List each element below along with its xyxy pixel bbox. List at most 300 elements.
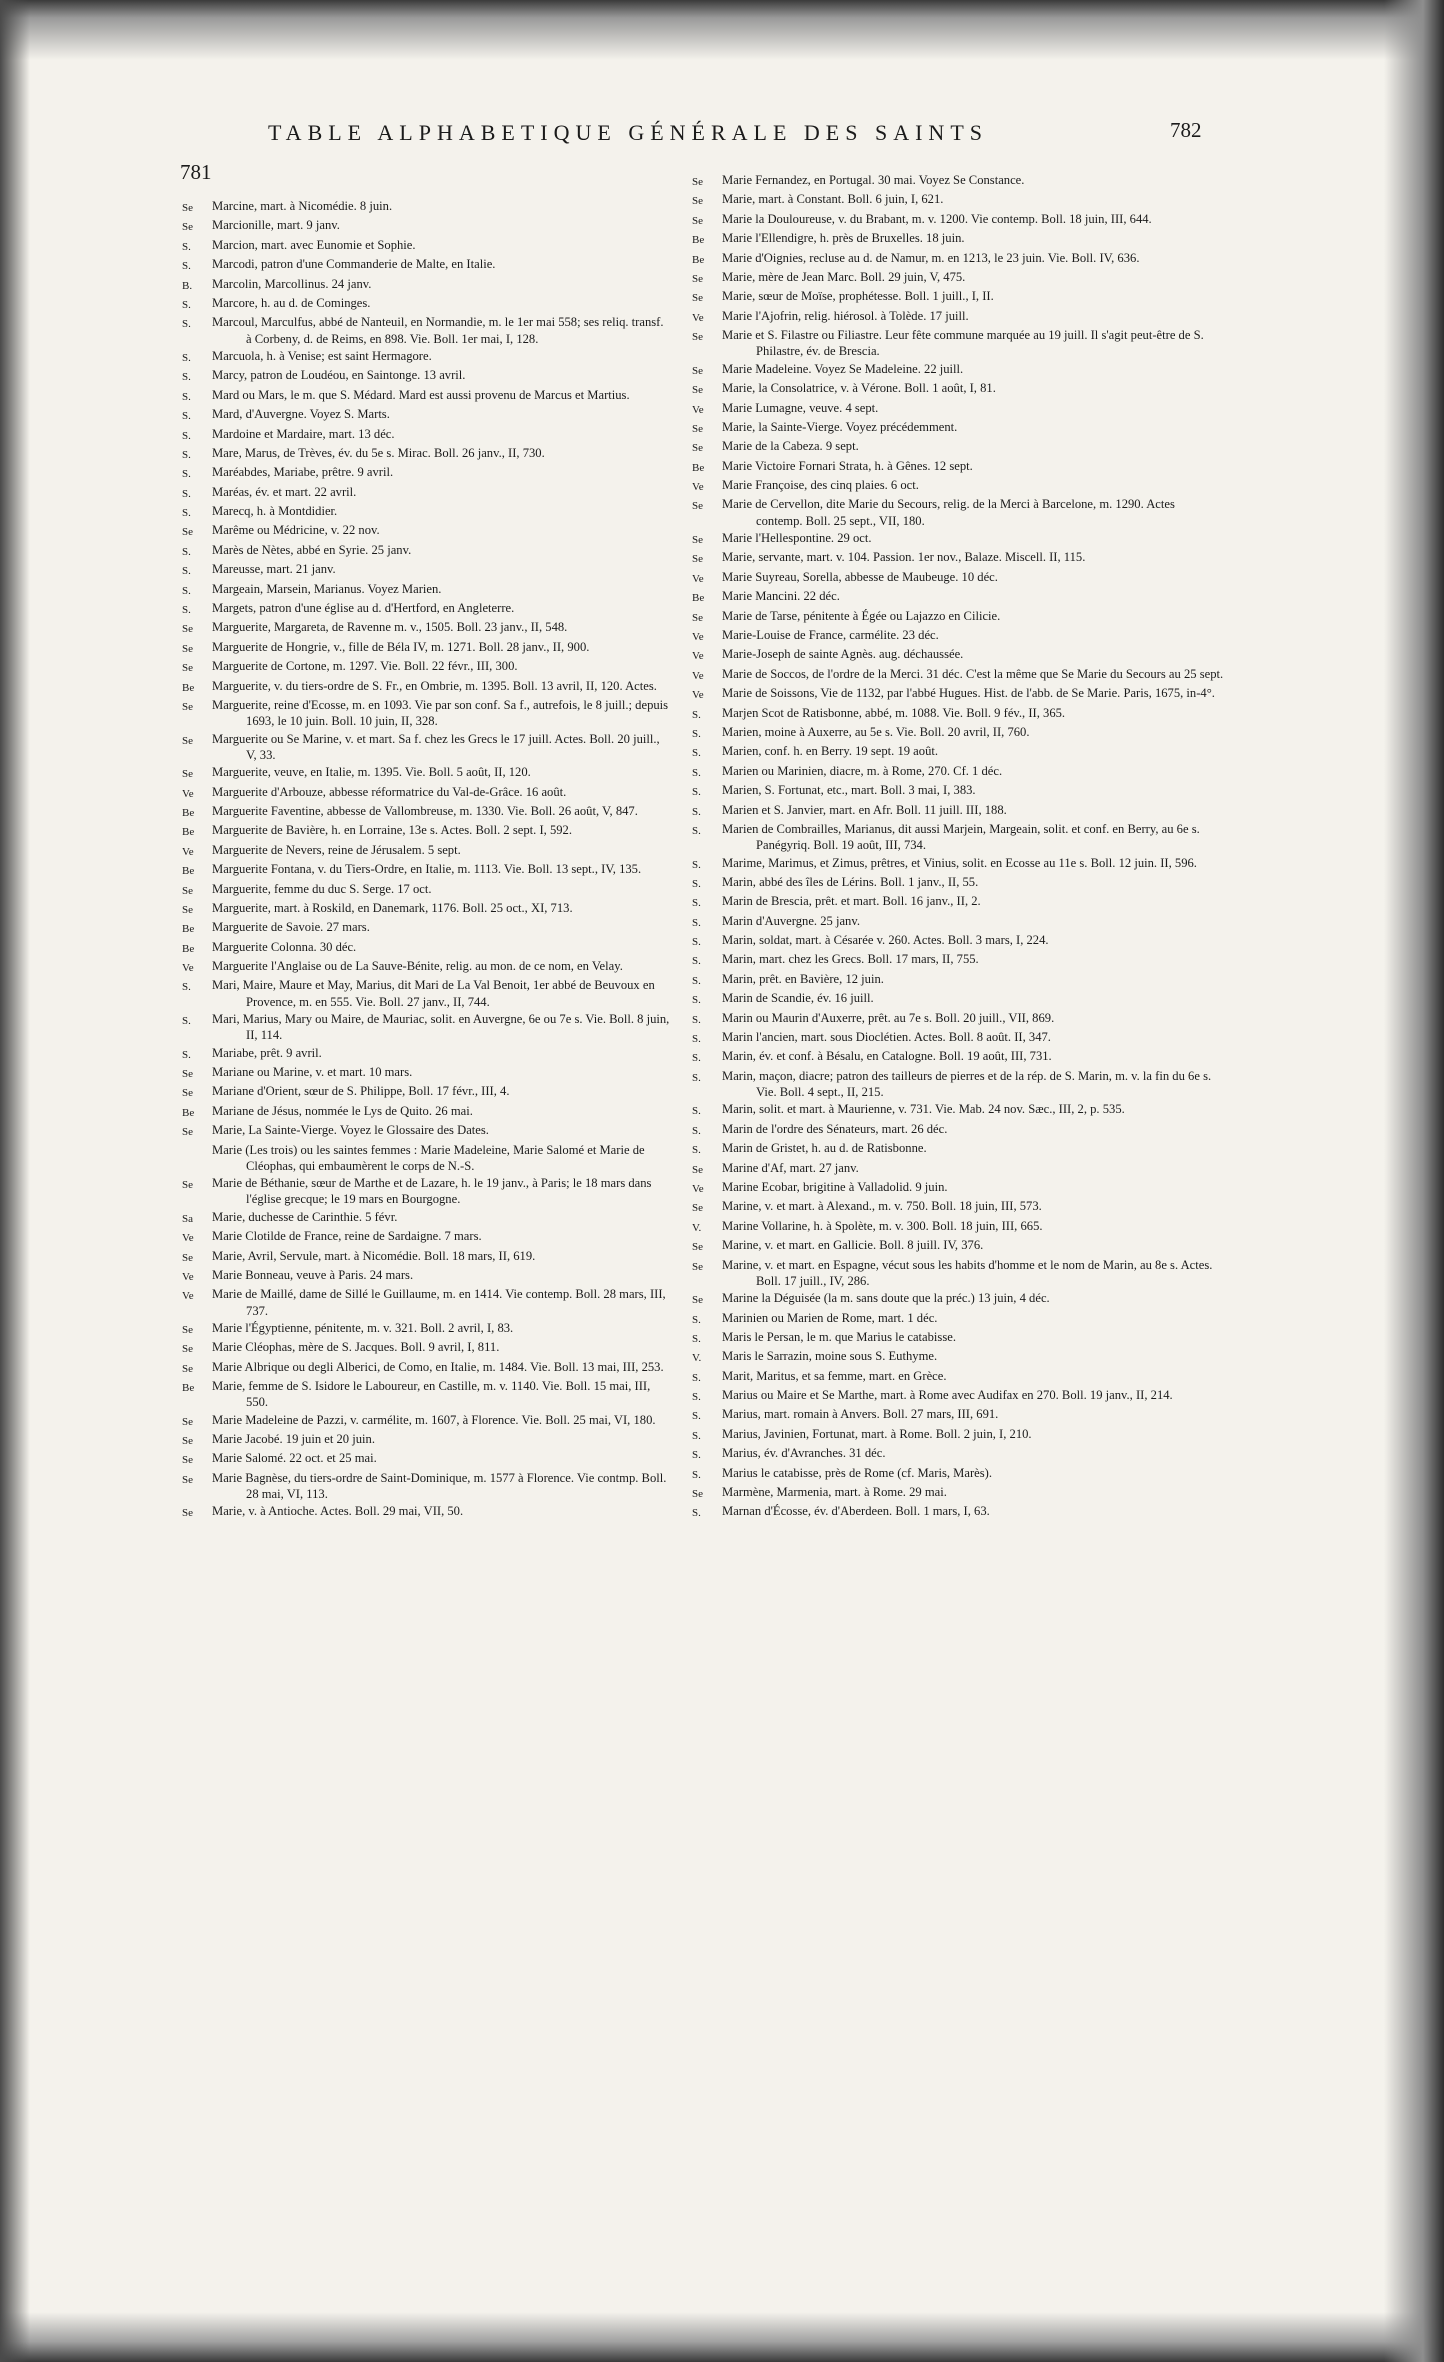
entry-text: Marie d'Oignies, recluse au d. de Namur, m. en 1213, le 23 juin. Vie. Boll. IV, 636. <box>722 250 1140 265</box>
index-entry <box>182 1248 670 1266</box>
entry-text: Marguerite, femme du duc S. Serge. 17 oct. <box>212 881 432 896</box>
entry-title-abbrev: Be <box>182 806 195 819</box>
index-entry <box>182 1175 670 1207</box>
entry-title-abbrev: Se <box>692 331 703 344</box>
entry-title-abbrev: S. <box>182 981 191 994</box>
entry-text: Maréas, év. et mart. 22 avril. <box>212 484 357 499</box>
entry-text: Marie Fernandez, en Portugal. 30 mai. Voyez Se Constance. <box>722 173 1025 187</box>
entry-title-abbrev: Sa <box>182 1212 193 1225</box>
entry-title-abbrev: S. <box>692 955 701 968</box>
entry-title-abbrev: Se <box>182 642 193 655</box>
entry-text: Marie-Louise de France, carmélite. 23 déc. <box>722 628 939 642</box>
index-entry <box>692 191 1224 209</box>
entry-title-abbrev: Se <box>182 734 193 747</box>
entry-title-abbrev: S. <box>182 565 191 578</box>
entry-text: Marie, la Sainte-Vierge. Voyez précédemment. <box>722 419 958 434</box>
entry-text: Marie Madeleine. Voyez Se Madeleine. 22 juill. <box>722 361 964 376</box>
page-number-right: 782 <box>1170 118 1202 142</box>
entry-title-abbrev: S. <box>182 545 191 558</box>
entry-text: Marcy, patron de Loudéou, en Saintonge. 13 avril. <box>212 368 466 383</box>
index-entry <box>692 1179 1224 1197</box>
index-entry <box>692 1348 1224 1366</box>
entry-text: Mard, d'Auvergne. Voyez S. Marts. <box>212 407 390 422</box>
entry-title-abbrev: S. <box>692 766 701 779</box>
index-entry <box>692 971 1224 989</box>
entry-text: Marie, La Sainte-Vierge. Voyez le Glossaire des Dates. <box>212 1123 489 1138</box>
scan-edge-left <box>0 0 30 2362</box>
index-entry <box>182 237 670 255</box>
index-entry <box>182 406 670 424</box>
index-entry <box>692 172 1224 190</box>
entry-text: Marès de Nètes, abbé en Syrie. 25 janv. <box>212 542 412 557</box>
index-entry <box>692 288 1224 306</box>
entry-text: Marie l'Égyptienne, pénitente, m. v. 321. Boll. 2 avril, I, 83. <box>212 1320 514 1335</box>
entry-title-abbrev: S. <box>692 708 701 721</box>
index-entry <box>692 1445 1224 1463</box>
index-entry <box>692 477 1224 495</box>
entry-title-abbrev: Ve <box>692 631 704 643</box>
index-entry <box>692 932 1224 950</box>
entry-title-abbrev: S. <box>692 1332 701 1345</box>
index-entry <box>182 1209 670 1227</box>
entry-title-abbrev: S. <box>182 487 191 500</box>
entry-title-abbrev: Be <box>182 1106 195 1119</box>
scan-edge-top <box>0 0 1444 60</box>
entry-text: Marin, év. et conf. à Bésalu, en Catalogne. Boll. 19 août, III, 731. <box>722 1049 1052 1064</box>
index-entry <box>182 1320 670 1338</box>
index-entry <box>182 464 670 482</box>
entry-text: Mariane ou Marine, v. et mart. 10 mars. <box>212 1065 413 1080</box>
index-entry <box>182 822 670 840</box>
entry-title-abbrev: S. <box>692 1313 701 1326</box>
index-entry <box>182 1286 670 1318</box>
entry-text: Marguerite, veuve, en Italie, m. 1395. Vie. Boll. 5 août, II, 120. <box>212 765 531 780</box>
entry-text: Marguerite, reine d'Ecosse, m. en 1093. Vie par son conf. Sa f., autrefois, le 8 juill.; depuis 1693, le 10 juin. Boll. 10 juin, II, 328. <box>212 697 669 729</box>
index-entry <box>182 445 670 463</box>
index-entry <box>692 685 1224 703</box>
index-entry <box>182 1103 670 1121</box>
entry-title-abbrev: S. <box>182 429 191 442</box>
entry-text: Marius, mart. romain à Anvers. Boll. 27 mars, III, 691. <box>722 1407 999 1422</box>
index-entry <box>182 1045 670 1063</box>
index-entry <box>182 348 670 366</box>
index-entry <box>692 496 1224 528</box>
index-entry <box>692 1121 1224 1139</box>
entry-text: Marine, v. et mart. en Gallicie. Boll. 8 juill. IV, 376. <box>722 1238 984 1253</box>
index-entry <box>182 1267 670 1285</box>
entry-title-abbrev: S. <box>182 468 191 481</box>
entry-title-abbrev: Se <box>182 1126 193 1139</box>
entry-text: Marien, moine à Auxerre, au 5e s. Vie. Boll. 20 avril, II, 760. <box>722 724 1030 739</box>
entry-title-abbrev: S. <box>692 916 701 929</box>
index-entry <box>692 893 1224 911</box>
page-number-left: 781 <box>180 160 212 184</box>
index-entry <box>182 1450 670 1468</box>
entry-text: Mard ou Mars, le m. que S. Médard. Mard est aussi provenu de Marcus et Martius. <box>212 387 630 402</box>
entry-text: Marie de Soccos, de l'ordre de la Merci. 31 déc. C'est la même que Se Marie du Secours au 25 sept. <box>722 666 1224 681</box>
entry-text: Marie Mancini. 22 déc. <box>722 589 840 604</box>
scan-edge-bottom <box>0 2312 1444 2362</box>
entry-title-abbrev: Ve <box>692 572 704 585</box>
entry-title-abbrev: S. <box>692 1449 701 1462</box>
index-entry <box>692 1237 1224 1255</box>
entry-text: Marien de Combrailles, Marianus, dit aussi Marjein, Margeain, solit. et conf. en Berry, au 6e s. Panégyriq. Boll. 19 août, III, 734. <box>722 821 1200 853</box>
entry-title-abbrev: Se <box>182 884 193 897</box>
entry-text: Mardoine et Mardaire, mart. 13 déc. <box>212 426 395 441</box>
entry-text: Marie de Béthanie, sœur de Marthe et de Lazare, h. le 19 janv., à Paris; le 18 mars dans l'église grecque; le 19 mars en Bourgogne. <box>212 1176 652 1207</box>
entry-text: Marcoul, Marculfus, abbé de Nanteuil, en Normandie, m. le 1er mai 558; ses reliq. transf. à Corbeny, d. de Reims, en 898. Vie. Boll. 1er mai, I, 128. <box>212 315 664 346</box>
entry-text: Marie la Douloureuse, v. du Brabant, m. v. 1200. Vie contemp. Boll. 18 juin, III, 644. <box>722 211 1152 226</box>
entry-title-abbrev: Se <box>692 1241 703 1254</box>
entry-title-abbrev: S. <box>692 936 701 949</box>
entry-title-abbrev: S. <box>692 1144 701 1157</box>
entry-text: Marine Vollarine, h. à Spolète, m. v. 300. Boll. 18 juin, III, 665. <box>722 1218 1043 1233</box>
entry-text: Marien, S. Fortunat, etc., mart. Boll. 3 mai, I, 383. <box>722 783 976 798</box>
index-entry <box>692 874 1224 892</box>
entry-text: Marie, mart. à Constant. Boll. 6 juin, I, 621. <box>722 192 944 207</box>
entry-text: Marême ou Médricine, v. 22 nov. <box>212 523 380 538</box>
entry-text: Marie l'Ellendigre, h. près de Bruxelles. 18 juin. <box>722 231 965 246</box>
index-entry <box>692 438 1224 456</box>
entry-text: Marius le catabisse, près de Rome (cf. Maris, Marès). <box>722 1465 992 1480</box>
entry-title-abbrev: Se <box>182 1179 193 1192</box>
entry-title-abbrev: Se <box>692 214 703 227</box>
index-entry <box>182 919 670 937</box>
entry-text: Marmène, Marmenia, mart. à Rome. 29 mai. <box>722 1485 947 1500</box>
index-entry <box>182 1083 670 1101</box>
index-entry <box>182 678 670 696</box>
index-entry <box>692 588 1224 606</box>
index-entry <box>692 1290 1224 1308</box>
index-entry <box>182 1359 670 1377</box>
entry-text: Marie Clotilde de France, reine de Sardaigne. 7 mars. <box>212 1229 482 1244</box>
entry-title-abbrev: S. <box>692 805 701 818</box>
index-entry <box>692 1329 1224 1347</box>
entry-text: Marie Françoise, des cinq plaies. 6 oct. <box>722 478 919 493</box>
entry-title-abbrev: Be <box>182 681 195 694</box>
index-entry <box>182 276 670 294</box>
index-entry <box>182 803 670 821</box>
entry-text: Marin, prêt. en Bavière, 12 juin. <box>722 971 884 986</box>
index-entry <box>692 549 1224 567</box>
index-entry <box>692 380 1224 398</box>
index-entry <box>182 1142 670 1174</box>
index-entry <box>182 314 670 346</box>
entry-text: Marie de Cervellon, dite Marie du Secours, relig. de la Merci à Barcelone, m. 1290. Actes contemp. Boll. 25 sept., VII, 180. <box>722 497 1175 528</box>
entry-title-abbrev: Se <box>182 1323 193 1336</box>
entry-text: Marie de la Cabeza. 9 sept. <box>722 439 859 454</box>
entry-title-abbrev: Ve <box>692 650 704 663</box>
entry-title-abbrev: S. <box>692 1507 701 1520</box>
index-entry <box>692 705 1224 723</box>
index-entry <box>182 639 670 657</box>
index-entry <box>692 821 1224 853</box>
entry-title-abbrev: Se <box>182 1068 193 1081</box>
index-entry <box>692 211 1224 229</box>
entry-text: Marcion, mart. avec Eunomie et Sophie. <box>212 237 416 252</box>
index-entry <box>692 1406 1224 1424</box>
entry-title-abbrev: Ve <box>692 1182 704 1195</box>
entry-text: Marcuola, h. à Venise; est saint Hermagore. <box>212 348 432 363</box>
index-entry <box>692 1257 1224 1289</box>
entry-title-abbrev: S. <box>692 858 701 871</box>
index-entry <box>692 327 1224 359</box>
entry-text: Marie, femme de S. Isidore le Laboureur, en Castille, m. v. 1140. Vie. Boll. 15 mai, III, 550. <box>212 1379 651 1410</box>
entry-text: Marine la Déguisée (la m. sans doute que la préc.) 13 juin, 4 déc. <box>722 1291 1050 1306</box>
entry-title-abbrev: Se <box>182 700 193 713</box>
entry-title-abbrev: Se <box>692 272 703 285</box>
entry-title-abbrev: S. <box>692 747 701 760</box>
entry-text: Marie l'Hellespontine. 29 oct. <box>722 531 872 546</box>
entry-text: Marguerite de Nevers, reine de Jérusalem. 5 sept. <box>212 842 461 857</box>
entry-text: Marie Albrique ou degli Alberici, de Como, en Italie, m. 1484. Vie. Boll. 13 mai, III, 253. <box>212 1359 664 1374</box>
entry-text: Marit, Maritus, et sa femme, mart. en Grèce. <box>722 1368 947 1383</box>
index-entry <box>692 1140 1224 1158</box>
entry-text: Marcodi, patron d'une Commanderie de Malte, en Italie. <box>212 257 496 272</box>
entry-title-abbrev: Ve <box>182 962 194 975</box>
entry-text: Marin de Brescia, prêt. et mart. Boll. 16 janv., II, 2. <box>722 894 981 909</box>
entry-title-abbrev: S. <box>692 1033 701 1046</box>
entry-text: Marinien ou Marien de Rome, mart. 1 déc. <box>722 1310 938 1325</box>
entry-text: Marie Lumagne, veuve. 4 sept. <box>722 400 879 415</box>
index-entry <box>692 743 1224 761</box>
index-entry <box>692 1048 1224 1066</box>
entry-title-abbrev: Se <box>182 1362 193 1375</box>
index-entry <box>692 627 1224 645</box>
entry-text: Marguerite de Savoie. 27 mars. <box>212 920 370 935</box>
entry-title-abbrev: S. <box>182 1015 191 1028</box>
entry-title-abbrev: S. <box>182 371 191 384</box>
index-entry <box>692 400 1224 418</box>
entry-title-abbrev: S. <box>182 318 191 331</box>
index-entry <box>692 782 1224 800</box>
entry-text: Marecq, h. à Montdidier. <box>212 504 338 519</box>
entry-title-abbrev: S. <box>182 410 191 423</box>
entry-title-abbrev: Se <box>182 662 193 675</box>
entry-text: Marguerite Fontana, v. du Tiers-Ordre, en Italie, m. 1113. Vie. Boll. 13 sept., IV, 135. <box>212 862 642 877</box>
index-entry <box>692 1484 1224 1502</box>
entry-text: Marin de l'ordre des Sénateurs, mart. 26 déc. <box>722 1121 948 1136</box>
entry-text: Marie Salomé. 22 oct. et 25 mai. <box>212 1451 377 1466</box>
entry-text: Marine, v. et mart. à Alexand., m. v. 750. Boll. 18 juin, III, 573. <box>722 1199 1042 1214</box>
entry-title-abbrev: Se <box>692 1202 703 1215</box>
entry-text: Marie de Tarse, pénitente à Égée ou Lajazzo en Cilicie. <box>722 608 1001 623</box>
entry-title-abbrev: Ve <box>692 669 704 682</box>
index-entry <box>692 1068 1224 1100</box>
index-entry <box>692 419 1224 437</box>
entry-text: Marie, duchesse de Carinthie. 5 févr. <box>212 1209 398 1224</box>
index-entry <box>182 1228 670 1246</box>
index-entry <box>182 658 670 676</box>
right-column <box>692 172 1224 1523</box>
entry-title-abbrev: Se <box>182 623 193 636</box>
entry-text: Marie Victoire Fornari Strata, h. à Gênes. 12 sept. <box>722 458 973 473</box>
entry-title-abbrev: Ve <box>182 787 194 800</box>
index-entry <box>692 1160 1224 1178</box>
index-entry <box>692 724 1224 742</box>
entry-text: Marcore, h. au d. de Cominges. <box>212 295 371 310</box>
entry-title-abbrev: S. <box>692 1410 701 1423</box>
entry-title-abbrev: Se <box>182 1415 193 1428</box>
index-entry <box>182 198 670 216</box>
entry-text: Marie l'Ajofrin, relig. hiérosol. à Tolède. 17 juill. <box>722 308 969 323</box>
entry-title-abbrev: Se <box>182 1343 193 1356</box>
entry-title-abbrev: Se <box>692 611 703 624</box>
entry-title-abbrev: Se <box>182 221 193 234</box>
entry-text: Marie (Les trois) ou les saintes femmes : Marie Madeleine, Marie Salomé et Marie de Cléophas, qui embaumèrent le corps de N.-S. <box>212 1142 645 1173</box>
entry-title-abbrev: S. <box>182 507 191 520</box>
entry-title-abbrev: S. <box>692 1371 701 1384</box>
index-entry <box>692 230 1224 248</box>
entry-title-abbrev: Be <box>692 592 705 605</box>
index-entry <box>692 646 1224 664</box>
entry-title-abbrev: Se <box>692 534 703 547</box>
index-entry <box>182 861 670 879</box>
entry-text: Marguerite de Bavière, h. en Lorraine, 13e s. Actes. Boll. 2 sept. I, 592. <box>212 823 572 838</box>
index-entry <box>692 951 1224 969</box>
entry-title-abbrev: S. <box>692 1052 701 1065</box>
entry-text: Marcolin, Marcollinus. 24 janv. <box>212 276 372 291</box>
entry-title-abbrev: Be <box>692 253 705 266</box>
entry-text: Marin, abbé des îles de Lérins. Boll. 1 janv., II, 55. <box>722 874 979 889</box>
entry-text: Mari, Marius, Mary ou Maire, de Mauriac, solit. en Auvergne, 6e ou 7e s. Vie. Boll. 8 juin, II, 114. <box>212 1012 670 1043</box>
index-entry <box>692 250 1224 268</box>
entry-title-abbrev: Se <box>692 292 703 305</box>
entry-text: Marguerite Faventine, abbesse de Vallombreuse, m. 1330. Vie. Boll. 26 août, V, 847. <box>212 803 638 818</box>
entry-text: Maris le Persan, le m. que Marius le catabisse. <box>722 1329 956 1344</box>
entry-title-abbrev: S. <box>182 351 191 364</box>
entry-title-abbrev: Be <box>182 826 195 839</box>
index-entry <box>692 1465 1224 1483</box>
entry-title-abbrev: Se <box>692 442 703 455</box>
entry-title-abbrev: Ve <box>182 845 194 858</box>
index-entry <box>182 619 670 637</box>
index-entry <box>182 881 670 899</box>
entry-title-abbrev: Ve <box>182 1232 194 1245</box>
entry-text: Marjen Scot de Ratisbonne, abbé, m. 1088. Vie. Boll. 9 fév., II, 365. <box>722 705 1066 720</box>
entry-text: Marie Bagnèse, du tiers-ordre de Saint-Dominique, m. 1577 à Florence. Vie contmp. Boll. 28 mai, VI, 113. <box>212 1470 667 1502</box>
entry-title-abbrev <box>182 1142 212 1174</box>
entry-title-abbrev: S. <box>692 727 701 740</box>
entry-text: Marius, év. d'Avranches. 31 déc. <box>722 1446 886 1461</box>
entry-title-abbrev: S. <box>692 824 701 837</box>
entry-text: Marguerite l'Anglaise ou de La Sauve-Bénite, relig. au mon. de ce nom, en Velay. <box>212 959 623 974</box>
index-entry <box>182 842 670 860</box>
entry-title-abbrev: S. <box>182 260 191 273</box>
entry-title-abbrev: S. <box>692 1105 701 1118</box>
entry-text: Marie Suyreau, Sorella, abbesse de Maubeuge. 10 déc. <box>722 569 998 584</box>
entry-text: Marine d'Af, mart. 27 janv. <box>722 1160 859 1175</box>
index-entry <box>692 458 1224 476</box>
entry-text: Marie Cléophas, mère de S. Jacques. Boll. 9 avril, I, 811. <box>212 1340 500 1355</box>
entry-title-abbrev: S. <box>692 1391 701 1404</box>
entry-title-abbrev: Se <box>692 195 703 208</box>
index-entry <box>182 958 670 976</box>
entry-text: Mariabe, prêt. 9 avril. <box>212 1045 322 1060</box>
entry-title-abbrev: S. <box>182 584 191 597</box>
index-entry <box>692 308 1224 326</box>
entry-title-abbrev: Ve <box>182 1290 194 1303</box>
entry-title-abbrev: Se <box>692 553 703 566</box>
index-entry <box>692 666 1224 684</box>
entry-text: Marin de Gristet, h. au d. de Ratisbonne. <box>722 1141 927 1156</box>
entry-title-abbrev: S. <box>692 1429 701 1442</box>
index-entry <box>182 697 670 729</box>
entry-text: Marguerite de Hongrie, v., fille de Béla IV, m. 1271. Boll. 28 janv., II, 900. <box>212 639 590 654</box>
index-entry <box>182 484 670 502</box>
entry-title-abbrev: Se <box>182 768 193 781</box>
entry-text: Marie, servante, mart. v. 104. Passion. 1er nov., Balaze. Miscell. II, 115. <box>722 550 1086 565</box>
entry-text: Marguerite Colonna. 30 déc. <box>212 939 357 954</box>
entry-text: Marguerite, Margareta, de Ravenne m. v., 1505. Boll. 23 janv., II, 548. <box>212 620 568 635</box>
entry-title-abbrev: V. <box>692 1221 702 1234</box>
entry-title-abbrev: Be <box>182 923 195 936</box>
index-entry <box>692 569 1224 587</box>
index-entry <box>182 731 670 763</box>
entry-text: Marie, la Consolatrice, v. à Vérone. Boll. 1 août, I, 81. <box>722 381 996 396</box>
index-entry <box>692 913 1224 931</box>
entry-title-abbrev: Se <box>692 1294 703 1307</box>
entry-title-abbrev: Se <box>692 1260 703 1273</box>
entry-title-abbrev: S. <box>692 877 701 890</box>
entry-text: Marius ou Maire et Se Marthe, mart. à Rome avec Audifax en 270. Boll. 19 janv., II, 214. <box>722 1388 1173 1403</box>
index-entry <box>182 1503 670 1521</box>
entry-text: Mare, Marus, de Trèves, év. du 5e s. Mirac. Boll. 26 janv., II, 730. <box>212 445 545 460</box>
index-entry <box>182 426 670 444</box>
entry-text: Mareusse, mart. 21 janv. <box>212 562 336 577</box>
index-entry <box>182 561 670 579</box>
index-entry <box>692 1198 1224 1216</box>
entry-title-abbrev: Be <box>182 1382 195 1395</box>
index-entry <box>182 1378 670 1410</box>
index-entry <box>182 939 670 957</box>
entry-title-abbrev: Se <box>692 422 703 435</box>
entry-title-abbrev: Ve <box>692 689 704 702</box>
entry-title-abbrev: S. <box>182 1048 191 1061</box>
index-entry <box>182 1122 670 1140</box>
index-entry <box>182 367 670 385</box>
entry-text: Marin, solit. et mart. à Maurienne, v. 731. Vie. Mab. 24 nov. Sæc., III, 2, p. 535. <box>722 1102 1125 1117</box>
entry-text: Marie, Avril, Servule, mart. à Nicomédie. Boll. 18 mars, II, 619. <box>212 1248 536 1263</box>
entry-text: Marguerite de Cortone, m. 1297. Vie. Boll. 22 févr., III, 300. <box>212 659 518 674</box>
entry-text: Mari, Maire, Maure et May, Marius, dit Mari de La Val Benoit, 1er abbé de Beuvoux en Provence, m. en 555. Vie. Boll. 27 janv., II, 744. <box>212 978 655 1009</box>
entry-text: Margeain, Marsein, Marianus. Voyez Marien. <box>212 581 442 596</box>
entry-text: Marin, soldat, mart. à Césarée v. 260. Actes. Boll. 3 mars, I, 224. <box>722 933 1049 948</box>
index-entry <box>692 269 1224 287</box>
entry-text: Marguerite ou Se Marine, v. et mart. Sa f. chez les Grecs le 17 juill. Actes. Boll. 20 juill., V, 33. <box>212 731 660 762</box>
index-entry <box>692 530 1224 548</box>
index-entry <box>182 581 670 599</box>
page-title: TABLE ALPHABETIQUE GÉNÉRALE DES SAINTS <box>268 120 988 145</box>
entry-title-abbrev: S. <box>692 994 701 1007</box>
entry-text: Marien ou Marinien, diacre, m. à Rome, 270. Cf. 1 déc. <box>722 763 1003 778</box>
entry-title-abbrev: S. <box>182 240 191 253</box>
entry-title-abbrev: Ve <box>692 481 704 494</box>
index-entry <box>182 256 670 274</box>
entry-title-abbrev: Se <box>692 1488 703 1501</box>
entry-title-abbrev: S. <box>182 298 191 311</box>
index-entry <box>182 1470 670 1502</box>
entry-title-abbrev: S. <box>692 974 701 987</box>
index-entry <box>182 600 670 618</box>
entry-text: Marguerite d'Arbouze, abbesse réformatrice du Val-de-Grâce. 16 août. <box>212 784 567 799</box>
entry-title-abbrev: Se <box>182 1473 193 1486</box>
entry-text: Marius, Javinien, Fortunat, mart. à Rome. Boll. 2 juin, I, 210. <box>722 1426 1032 1441</box>
entry-text: Marin, mart. chez les Grecs. Boll. 17 mars, II, 755. <box>722 952 979 967</box>
index-entry <box>692 1426 1224 1444</box>
entry-title-abbrev: Se <box>182 526 193 539</box>
entry-title-abbrev: S. <box>692 1071 701 1084</box>
